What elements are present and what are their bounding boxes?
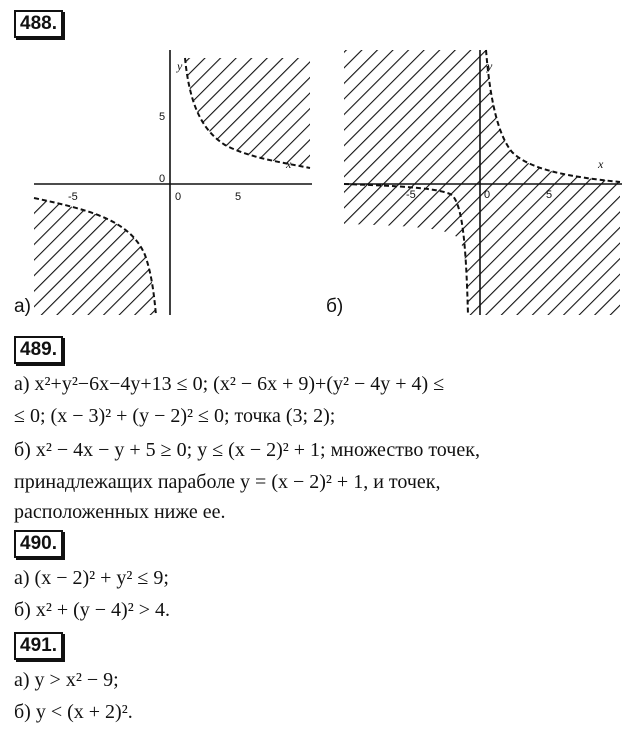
problem-number-488: 488.	[14, 10, 63, 38]
tick-neg5: -5	[406, 189, 416, 201]
answer-489-line-5: расположенных ниже ее.	[14, 501, 226, 523]
answer-491-line-1: а) y > x² − 9;	[14, 669, 119, 691]
region-upper-right	[185, 58, 310, 168]
answer-491-line-2: б) y < (x + 2)².	[14, 701, 133, 723]
tick-zero-x: 0	[484, 189, 491, 201]
axis-label-x: x	[598, 157, 604, 171]
tick-zero-x: 0	[175, 191, 182, 203]
answer-489-line-1: а) x²+y²−6x−4y+13 ≤ 0; (x² − 6x + 9)+(y² − 4y + 4) ≤	[14, 373, 445, 395]
tick-neg5: -5	[68, 191, 78, 203]
answer-489-line-2: ≤ 0; (x − 3)² + (y − 2)² ≤ 0; точка (3; 2);	[14, 405, 336, 427]
graph-b	[340, 40, 627, 322]
tick-pos5-x: 5	[546, 189, 553, 201]
graph-a-label: а)	[14, 296, 31, 317]
answer-489-line-3: б) x² − 4x − y + 5 ≥ 0; y ≤ (x − 2)² + 1; множество точек,	[14, 439, 480, 461]
region-lower-left	[34, 198, 156, 315]
tick-pos5-x: 5	[235, 191, 242, 203]
axis-label-x: x	[286, 157, 292, 171]
graph-a	[20, 40, 320, 322]
problem-number-489: 489.	[14, 336, 63, 364]
tick-zero-y: 0	[159, 173, 166, 185]
axis-label-y: y	[177, 59, 183, 73]
problem-number-490: 490.	[14, 530, 63, 558]
answer-490-line-1: а) (x − 2)² + y² ≤ 9;	[14, 567, 169, 589]
problem-number-491: 491.	[14, 632, 63, 660]
tick-pos5-y: 5	[159, 111, 166, 123]
answer-490-line-2: б) x² + (y − 4)² > 4.	[14, 599, 170, 621]
answer-489-line-4: принадлежащих параболе y = (x − 2)² + 1, и точек,	[14, 471, 441, 493]
axis-label-y: y	[487, 59, 493, 73]
graph-b-label: б)	[326, 296, 344, 317]
